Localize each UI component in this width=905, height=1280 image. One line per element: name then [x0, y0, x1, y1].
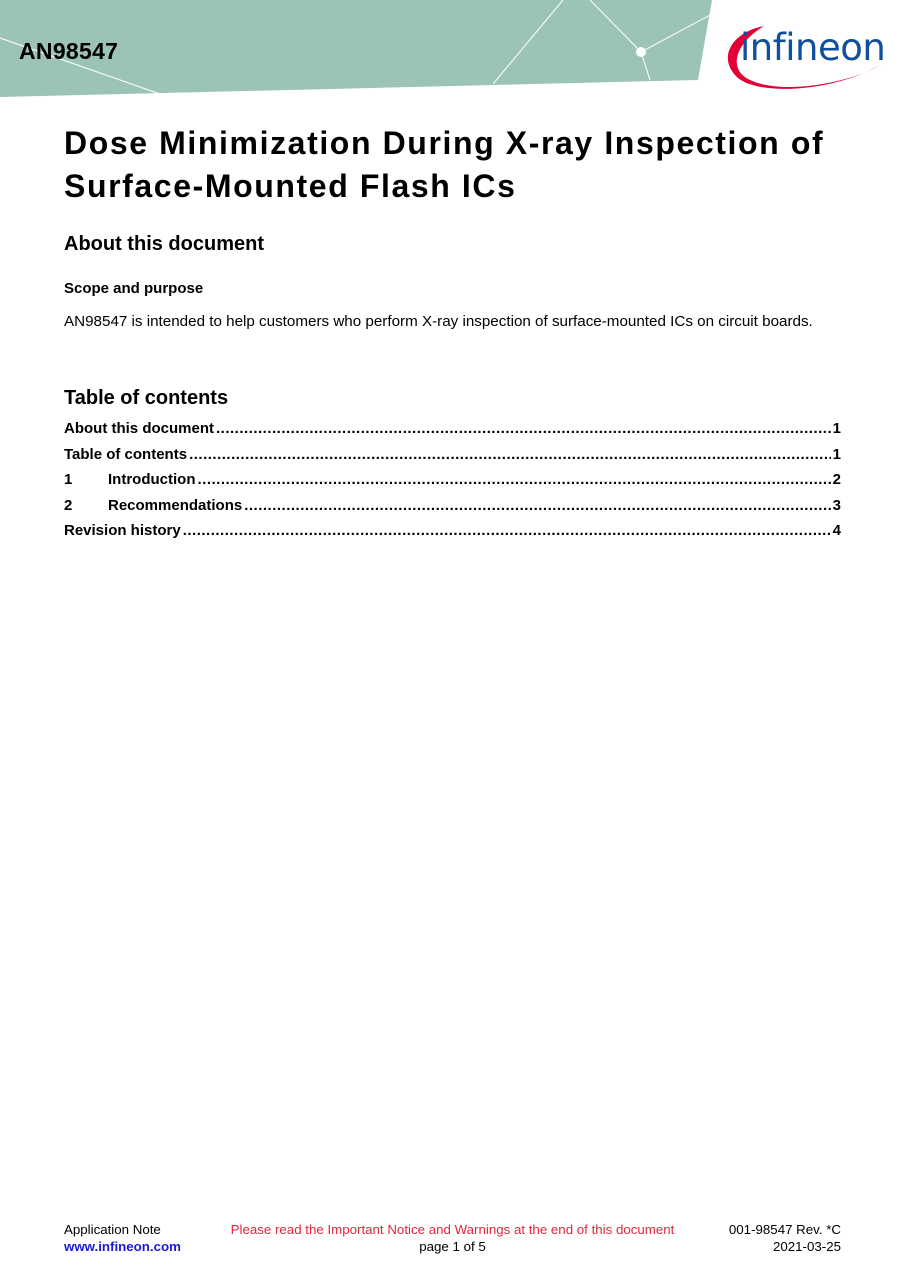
- toc-leader-dots: [197, 471, 830, 488]
- toc-entry-number: 2: [64, 496, 73, 514]
- scope-heading: Scope and purpose: [64, 280, 204, 297]
- toc-leader-dots: [244, 497, 830, 514]
- scope-text: AN98547 is intended to help customers who perform X-ray inspection of surface-mounted ICs on circuit boards.: [64, 313, 813, 330]
- toc-entry-recommendations[interactable]: [64, 497, 841, 523]
- toc-entry-page: 1: [832, 445, 841, 463]
- toc-entry-revision-history[interactable]: [64, 522, 841, 548]
- footer-notice: Please read the Important Notice and Warnings at the end of this document: [230, 1222, 675, 1237]
- toc-leader-dots: [216, 420, 831, 437]
- table-of-contents: [64, 420, 841, 548]
- toc-entry-label: Revision history: [64, 522, 181, 539]
- footer-center: [160, 1221, 745, 1255]
- footer-date: 2021-03-25: [772, 1239, 841, 1254]
- footer-page-info: page 1 of 5: [419, 1239, 486, 1254]
- toc-entry-toc[interactable]: [64, 446, 841, 472]
- about-heading: About this document: [64, 233, 264, 255]
- header-node-dot: [636, 47, 646, 57]
- page-title: Dose Minimization During X-ray Inspection of Surface-Mounted Flash ICs: [64, 125, 825, 204]
- toc-entry-number: 1: [64, 471, 73, 488]
- toc-entry-label: Introduction: [108, 471, 196, 488]
- footer-website-link[interactable]: www.infineon.com: [64, 1239, 181, 1254]
- toc-entry-page: 3: [832, 496, 841, 514]
- toc-leader-dots: [189, 446, 831, 463]
- footer-doc-number: 001-98547 Rev. *C: [728, 1222, 841, 1237]
- toc-entry-page: 2: [832, 471, 841, 488]
- toc-entry-label: Recommendations: [108, 496, 243, 514]
- toc-heading: Table of contents: [64, 387, 229, 409]
- toc-entry-page: 1: [832, 420, 841, 437]
- toc-entry-label: Table of contents: [64, 445, 188, 463]
- infineon-logo-text: infineon: [740, 26, 886, 69]
- document-id: AN98547: [19, 38, 119, 64]
- toc-entry-introduction[interactable]: [64, 471, 841, 497]
- toc-entry-about[interactable]: [64, 420, 841, 446]
- footer-doc-type: Application Note: [64, 1222, 161, 1237]
- toc-entry-label: About this document: [64, 420, 214, 437]
- footer-right: [729, 1221, 841, 1255]
- toc-leader-dots: [183, 522, 831, 539]
- toc-entry-page: 4: [832, 522, 841, 539]
